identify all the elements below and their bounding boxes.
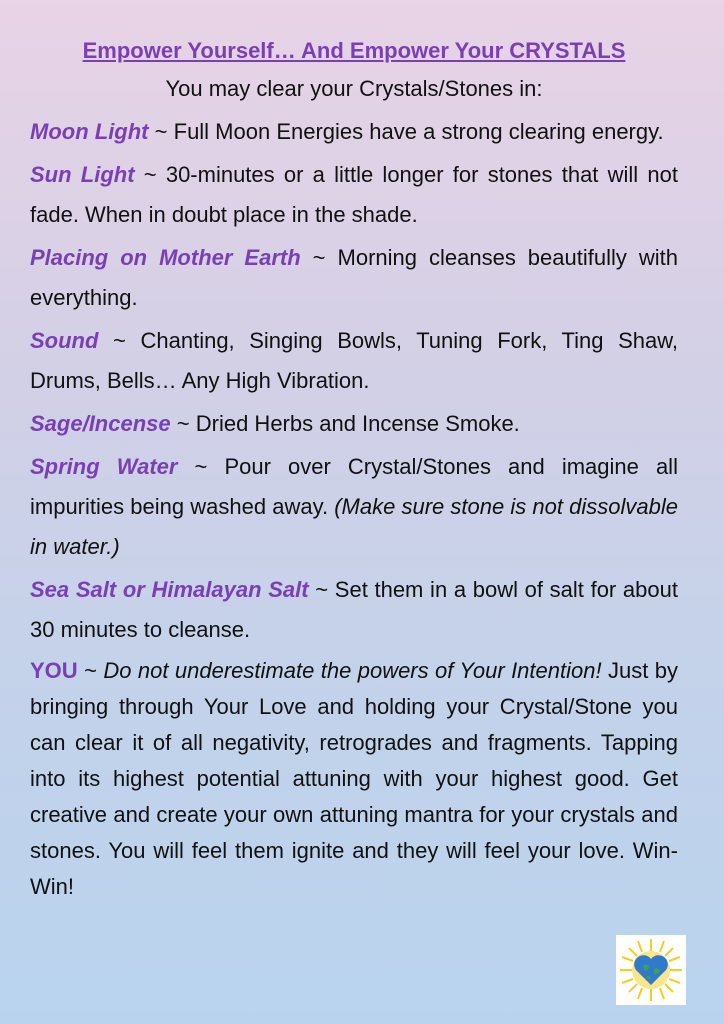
you-text: Just by bringing through Your Love and holding your Crystal/Stone you can clear it of all negativity, retrogrades and fragments. Tapping into its highest potential attuning with your highest good. Get creative and create your own attuning mantra for your crystals and stones. You will feel them ignite and they will feel your love. Win-Win! — [30, 658, 678, 899]
item-separator: ~ — [143, 162, 157, 187]
item-term: Placing on Mother Earth — [30, 245, 301, 270]
item-mother-earth — [30, 238, 678, 318]
item-text: Pour over Crystal/Stones and imagine all impurities being washed away. — [30, 454, 678, 519]
item-term: Sun Light — [30, 162, 135, 187]
item-note: (Make sure stone is not dissolvable in water.) — [30, 494, 678, 559]
item-text: 30-minutes or a little longer for stones that will not fade. When in doubt place in the shade. — [30, 162, 678, 227]
item-term: Sage/Incense — [30, 411, 171, 436]
item-separator: ~ — [176, 411, 190, 436]
item-moon-light — [30, 112, 678, 152]
item-separator: ~ — [84, 658, 97, 683]
item-text: Set them in a bowl of salt for about 30 minutes to cleanse. — [30, 577, 678, 642]
item-sun-light — [30, 155, 678, 235]
page-title: Empower Yourself… And Empower Your CRYSTALS — [82, 38, 626, 63]
item-spring-water — [30, 447, 678, 567]
item-sound — [30, 321, 678, 401]
item-separator: ~ — [113, 328, 126, 353]
item-separator: ~ — [312, 245, 326, 270]
item-sage-incense — [30, 404, 678, 444]
page-content — [30, 36, 678, 905]
item-separator: ~ — [154, 119, 168, 144]
globe-heart-icon — [616, 935, 686, 1005]
item-you — [30, 653, 678, 905]
item-text: Full Moon Energies have a strong clearing energy. — [173, 119, 664, 144]
item-term: Sea Salt or Himalayan Salt — [30, 577, 309, 602]
item-term: Moon Light — [30, 119, 149, 144]
item-term: Sound — [30, 328, 99, 353]
item-separator: ~ — [315, 577, 329, 602]
item-separator: ~ — [194, 454, 208, 479]
item-text: Chanting, Singing Bowls, Tuning Fork, Ting Shaw, Drums, Bells… Any High Vibration. — [30, 328, 679, 393]
item-salt — [30, 570, 678, 650]
item-term: YOU — [30, 658, 78, 683]
item-term: Spring Water — [30, 454, 178, 479]
you-emphasis: Do not underestimate the powers of Your Intention! — [103, 658, 602, 683]
item-text: Morning cleanses beautifully with everything. — [30, 245, 678, 310]
intro-text: You may clear your Crystals/Stones in: — [165, 76, 543, 101]
item-text: Dried Herbs and Incense Smoke. — [195, 411, 520, 436]
